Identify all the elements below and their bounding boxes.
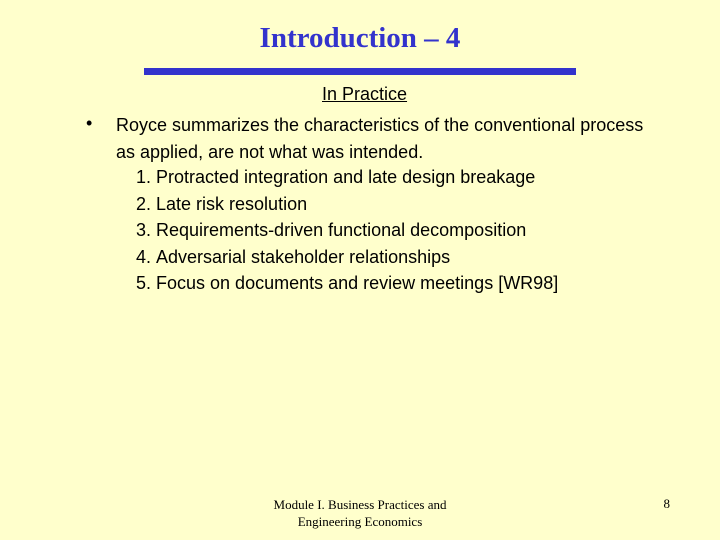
- list-item: [116, 164, 558, 191]
- list-item-number: 1.: [135, 167, 151, 187]
- list-item-number: 4.: [135, 246, 151, 267]
- list-item-number: 2.: [135, 193, 151, 214]
- list-item-text: Focus on documents and review meetings [WR98]: [156, 273, 559, 293]
- list-item-text: Adversarial stakeholder relationships: [156, 246, 451, 267]
- list-item: [116, 270, 558, 297]
- list-item-text: Protracted integration and late design breakage: [156, 167, 536, 187]
- footer-module-label: [220, 496, 500, 530]
- list-item: [116, 191, 558, 218]
- bullet-paragraph: Royce summarizes the characteristics of the conventional process as applied, are not what was intended.: [116, 115, 644, 162]
- numbered-list: [116, 164, 558, 297]
- footer-line-1: Module I. Business Practices and: [273, 497, 447, 512]
- list-item-number: 3.: [135, 220, 151, 240]
- list-item-number: 5.: [135, 273, 151, 293]
- bullet-icon: •: [86, 113, 93, 133]
- slide-title: Introduction – 4: [259, 22, 461, 54]
- subheading: In Practice: [322, 84, 408, 104]
- list-item: [116, 244, 558, 271]
- title-underline-rule: [144, 68, 576, 75]
- footer-line-2: Engineering Economics: [297, 514, 423, 529]
- list-item: [116, 217, 558, 244]
- list-item-text: Requirements-driven functional decomposition: [156, 220, 527, 240]
- page-number: 8: [663, 496, 670, 511]
- list-item-text: Late risk resolution: [156, 193, 308, 214]
